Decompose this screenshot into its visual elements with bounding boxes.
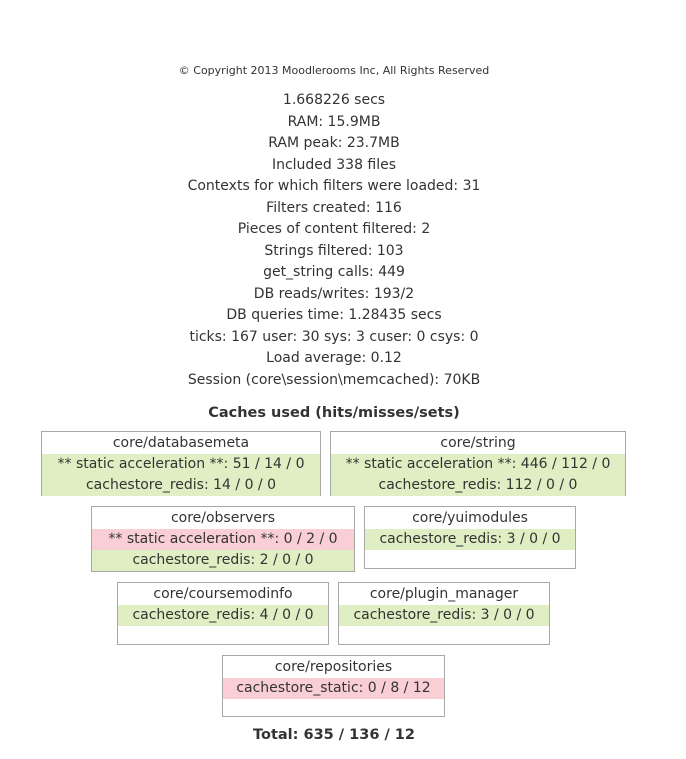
cache-store-coursemodinfo [117,582,329,645]
cache-store-repositories [222,655,445,717]
perf-load-average: Load average: 0.12 [266,350,402,366]
cache-row: cachestore_redis: 112 / 0 / 0 [331,475,625,496]
cache-store-name: core/observers [170,510,276,526]
perf-ram: RAM: 15.9MB [287,113,381,130]
perf-session: Session (core\session\memcached): 70KB [187,371,481,388]
cache-store-name: core/repositories [274,659,393,675]
perf-content-filtered: Pieces of content filtered: 2 [237,221,431,237]
cache-store-string [330,431,626,496]
perf-filters-created: Filters created: 116 [266,199,402,216]
cache-row: cachestore_redis: 2 / 0 / 0 [92,550,354,571]
cache-row: ** static acceleration **: 0 / 2 / 0 [92,529,354,550]
caches-title: Caches used (hits/misses/sets) [208,405,460,421]
perf-strings-filtered: Strings filtered: 103 [264,242,404,259]
cache-row: ** static acceleration **: 51 / 14 / 0 [42,454,320,475]
copyright-text: © Copyright 2013 Moodlerooms Inc, All Rights Reserved [178,64,490,77]
cache-row: cachestore_static: 0 / 8 / 12 [223,678,444,699]
cache-store-plugin-manager [338,582,550,645]
cache-store-yuimodules [364,506,576,569]
perf-db-reads-writes: DB reads/writes: 193/2 [253,285,415,302]
perf-contexts: Contexts for which filters were loaded: 31 [187,178,481,194]
cache-row: cachestore_redis: 14 / 0 / 0 [42,475,320,496]
cache-store-name: core/coursemodinfo [153,586,293,602]
perf-ticks: ticks: 167 user: 30 sys: 3 cuser: 0 csys: 0 [189,328,479,345]
perf-included-files: Included 338 files [271,156,397,173]
cache-store-databasemeta [41,431,321,496]
cache-store-name: core/string [440,435,516,451]
perf-time: 1.668226 secs [282,92,386,108]
perf-ram-peak: RAM peak: 23.7MB [268,135,400,151]
cache-store-observers [91,506,355,572]
cache-row: cachestore_redis: 3 / 0 / 0 [365,529,575,550]
caches-total: Total: 635 / 136 / 12 [253,727,415,743]
cache-store-name: core/plugin_manager [369,586,519,602]
cache-store-name: core/yuimodules [412,510,528,526]
cache-store-name: core/databasemeta [112,435,250,451]
performance-info [0,90,668,391]
cache-row: cachestore_redis: 3 / 0 / 0 [339,605,549,626]
cache-row: cachestore_redis: 4 / 0 / 0 [118,605,328,626]
cache-row: ** static acceleration **: 446 / 112 / 0 [331,454,625,475]
perf-get-string-calls: get_string calls: 449 [263,264,405,280]
perf-db-queries-time: DB queries time: 1.28435 secs [226,307,442,323]
